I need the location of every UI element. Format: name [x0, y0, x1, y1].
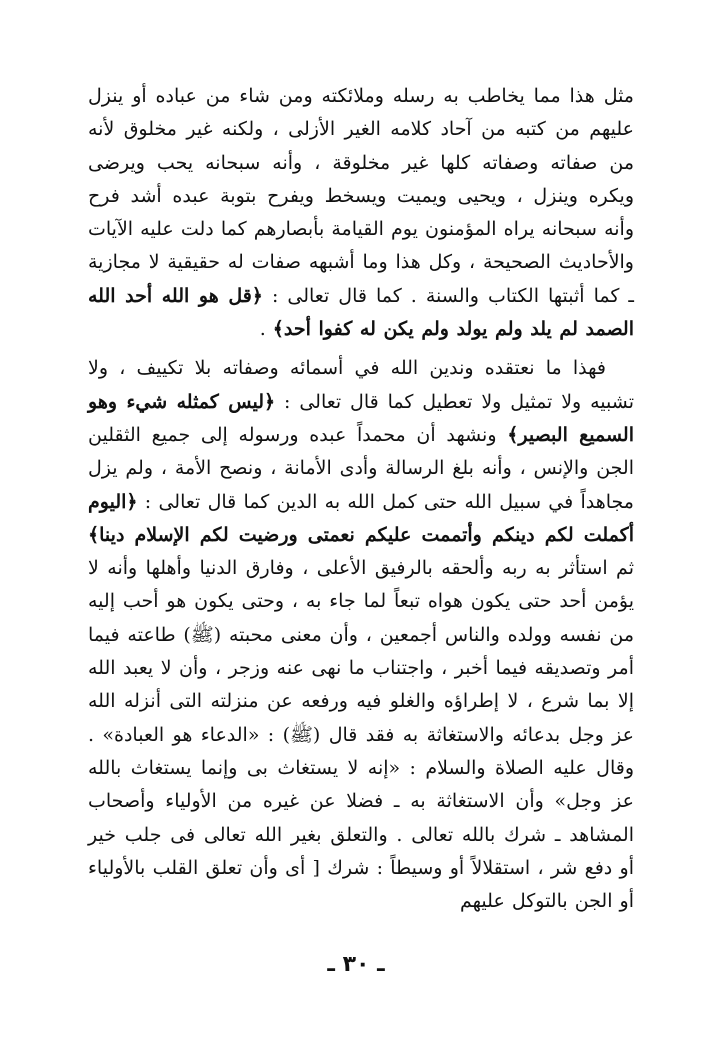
paragraph-1-text-b: . — [259, 318, 273, 341]
quran-verse-laysa-kamithlihi: ﴿ليس كمثله شيء وهو السميع البصير﴾ — [88, 390, 635, 446]
page-body — [88, 80, 634, 918]
quran-verse-al-yawma-akmaltu: ﴿اليوم أكملت لكم دينكم وأتممت عليكم نعمتى ورضيت لكم الإسلام دينا﴾ — [88, 490, 634, 546]
paragraph-2-text-b: ونشهد أن محمداً عبده ورسوله إلى جميع الثقلين الجن والإنس ، وأنه بلغ الرسالة وأدى الأمانة ، ونصح الأمة ، ولم يزل مجاهداً في سبيل الله حتى كمل الله به الدين كما قال تعالى : — [88, 423, 634, 513]
paragraph-2-text-c: ثم استأثر به ربه وألحقه بالرفيق الأعلى ، وفارق الدنيا وأهلها وأنه لا يؤمن أحد حتى يكون هواه تبعاً لما جاء به ، وحتى يكون هو أحب إليه من نفسه وولده والناس أجمعين ، وأن معنى محبته (ﷺ) طاعته فيما أمر وتصديقه فيما أخبر ، واجتناب ما نهى عنه وزجر ، وأن لا يعبد الله إلا بما شرع ، لا إطراؤه والغلو فيه ورفعه عن منزلته التى أنزله الله عز وجل بدعائه والاستغاثة به فقد قال (ﷺ) : «الدعاء هو العبادة» . وقال عليه الصلاة والسلام : «إنه لا يستغاث بى وإنما يستغاث بالله عز وجل» وأن الاستغاثة به ـ فضلا عن غيره من الأولياء وأصحاب المشاهد ـ شرك بالله تعالى . والتعلق بغير الله تعالى فى جلب خير أو دفع شر ، استقلالاً أو وسيطاً : شرك [ أى وأن تعلق القلب بالأولياء أو الجن بالتوكل عليهم — [88, 557, 634, 913]
paragraph-2-text-a: فهذا ما نعتقده وندين الله في أسمائه وصفاته بلا تكييف ، ولا تشبيه ولا تمثيل ولا تعطيل كما قال تعالى : — [88, 357, 634, 413]
paragraph-1 — [88, 80, 634, 346]
paragraph-2 — [88, 352, 634, 918]
page-number: ـ ٣٠ ـ — [327, 952, 385, 977]
quran-verse-ikhlas: ﴿قل هو الله أحد الله الصمد لم يلد ولم يولد ولم يكن له كفوا أحد﴾ — [88, 284, 634, 341]
paragraph-1-text-a: مثل هذا مما يخاطب به رسله وملائكته ومن شاء من عباده أو ينزل عليهم من كتبه من آحاد كلامه الغير الأزلى ، ولكنه غير مخلوق لأنه من صفاته وصفاته كلها غير مخلوقة ، وأنه سبحانه يحب ويرضى ويكره وينزل ، ويحيى ويميت ويسخط ويفرح بتوبة عبده أشد فرح وأنه سبحانه يراه المؤمنون يوم القيامة بأبصارهم كما دلت عليه الآيات والأحاديث الصحيحة ، وكل هذا وما أشبهه صفات له حقيقية لا مجازية ـ كما أثبتها الكتاب والسنة . كما قال تعالى : — [88, 85, 635, 307]
